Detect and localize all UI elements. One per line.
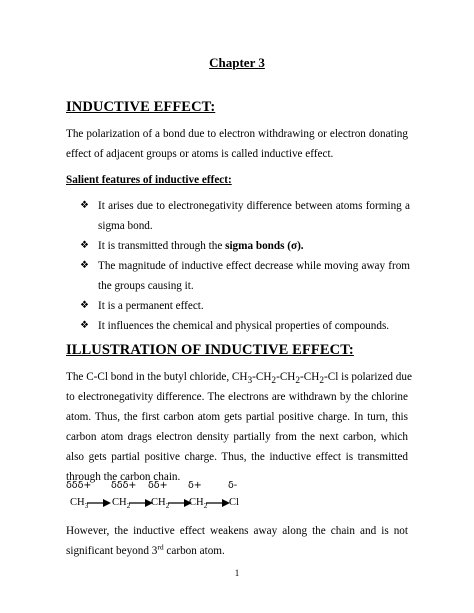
ordinal-superscript: rd — [157, 542, 164, 552]
chain-atom-symbol: Cl — [229, 497, 239, 508]
bullet-line: It arises due to electronegativity difference between atoms forming a — [98, 200, 410, 212]
delta-label: δδδ+ — [111, 480, 137, 491]
bullet-text: It is transmitted through the — [98, 240, 226, 252]
chapter-title: Chapter 3 — [209, 55, 265, 70]
bullet-line: It is a permanent effect. — [98, 300, 204, 312]
page-number: 1 — [234, 568, 240, 578]
diamond-bullet-icon: ❖ — [80, 200, 89, 211]
chain-atom-subscript: 2 — [203, 501, 208, 511]
salient-features-heading: Salient features of inductive effect: — [66, 174, 232, 186]
paragraph-line: The C-Cl bond in the butyl chloride, $CH_3-CH_2-CH_2-CH_2-Cl$ is polarized due — [66, 371, 412, 387]
paragraph-line: also gets partial positive charge. Thus, the inductive effect is transmitted — [66, 451, 408, 463]
paragraph-line: to electronegativity difference. The electrons are withdrawn by the chlorine — [66, 391, 408, 403]
bullet-item — [80, 236, 410, 256]
bullet-line: The magnitude of inductive effect decrease while moving away from — [98, 260, 410, 272]
bullet-line — [98, 236, 410, 256]
chain-atom-symbol: CH — [112, 497, 127, 508]
chain-atom-subscript: 3 — [84, 501, 89, 511]
diamond-bullet-icon: ❖ — [80, 260, 89, 271]
bullet-item — [80, 296, 410, 316]
paragraph-line: atom. Thus, the first carbon atom gets partial positive charge. In turn, this — [66, 411, 408, 423]
delta-label: δδδ+ — [66, 480, 92, 491]
delta-label: δ- — [228, 480, 238, 491]
closing-paragraph — [66, 521, 408, 561]
paragraph-line — [66, 541, 408, 561]
closing-text: carbon atom. — [163, 545, 225, 557]
paragraph-line: However, the inductive effect weakens away along the chain and is not — [66, 525, 408, 537]
chain-atom-symbol: CH — [151, 497, 166, 508]
bullet-line: It influences the chemical and physical properties of compounds. — [98, 320, 390, 332]
bullet-bold-text: sigma bonds (σ). — [225, 240, 304, 252]
arrow-right-icon — [86, 497, 112, 509]
bullet-line: sigma bond. — [98, 220, 153, 232]
chain-atom-symbol: CH — [189, 497, 204, 508]
diamond-bullet-icon: ❖ — [80, 300, 89, 311]
bullet-item — [80, 196, 410, 236]
delta-label: δ+ — [188, 480, 202, 491]
chain-atom-subscript: 2 — [165, 501, 170, 511]
arrow-right-icon — [205, 497, 231, 509]
diamond-bullet-icon: ❖ — [80, 320, 89, 331]
paragraph-line: The polarization of a bond due to electron withdrawing or electron donating — [66, 128, 408, 140]
formula-suffix: -Cl is polarized due — [324, 371, 412, 383]
paragraph-line: effect of adjacent groups or atoms is called inductive effect. — [66, 148, 334, 160]
chain-atom-subscript: 2 — [126, 501, 131, 511]
illustration-paragraph — [66, 367, 412, 487]
bullet-item — [80, 316, 410, 336]
chain-atom-symbol: CH — [70, 497, 85, 508]
formula-prefix: The C-Cl bond in the butyl chloride, CH — [66, 371, 248, 383]
chain-atom — [229, 497, 239, 508]
inductive-effect-heading: INDUCTIVE EFFECT: — [66, 99, 216, 115]
illustration-heading: ILLUSTRATION OF INDUCTIVE EFFECT: — [66, 342, 354, 358]
paragraph-line: through the carbon chain. — [66, 471, 181, 483]
bullet-item — [80, 256, 410, 296]
paragraph-line: carbon atom drags electron density partially from the next carbon, which — [66, 431, 408, 443]
bullet-line: the groups causing it. — [98, 280, 194, 292]
delta-label: δδ+ — [148, 480, 168, 491]
closing-text: significant beyond 3 — [66, 545, 158, 557]
diamond-bullet-icon: ❖ — [80, 240, 89, 251]
definition-paragraph — [66, 124, 408, 164]
